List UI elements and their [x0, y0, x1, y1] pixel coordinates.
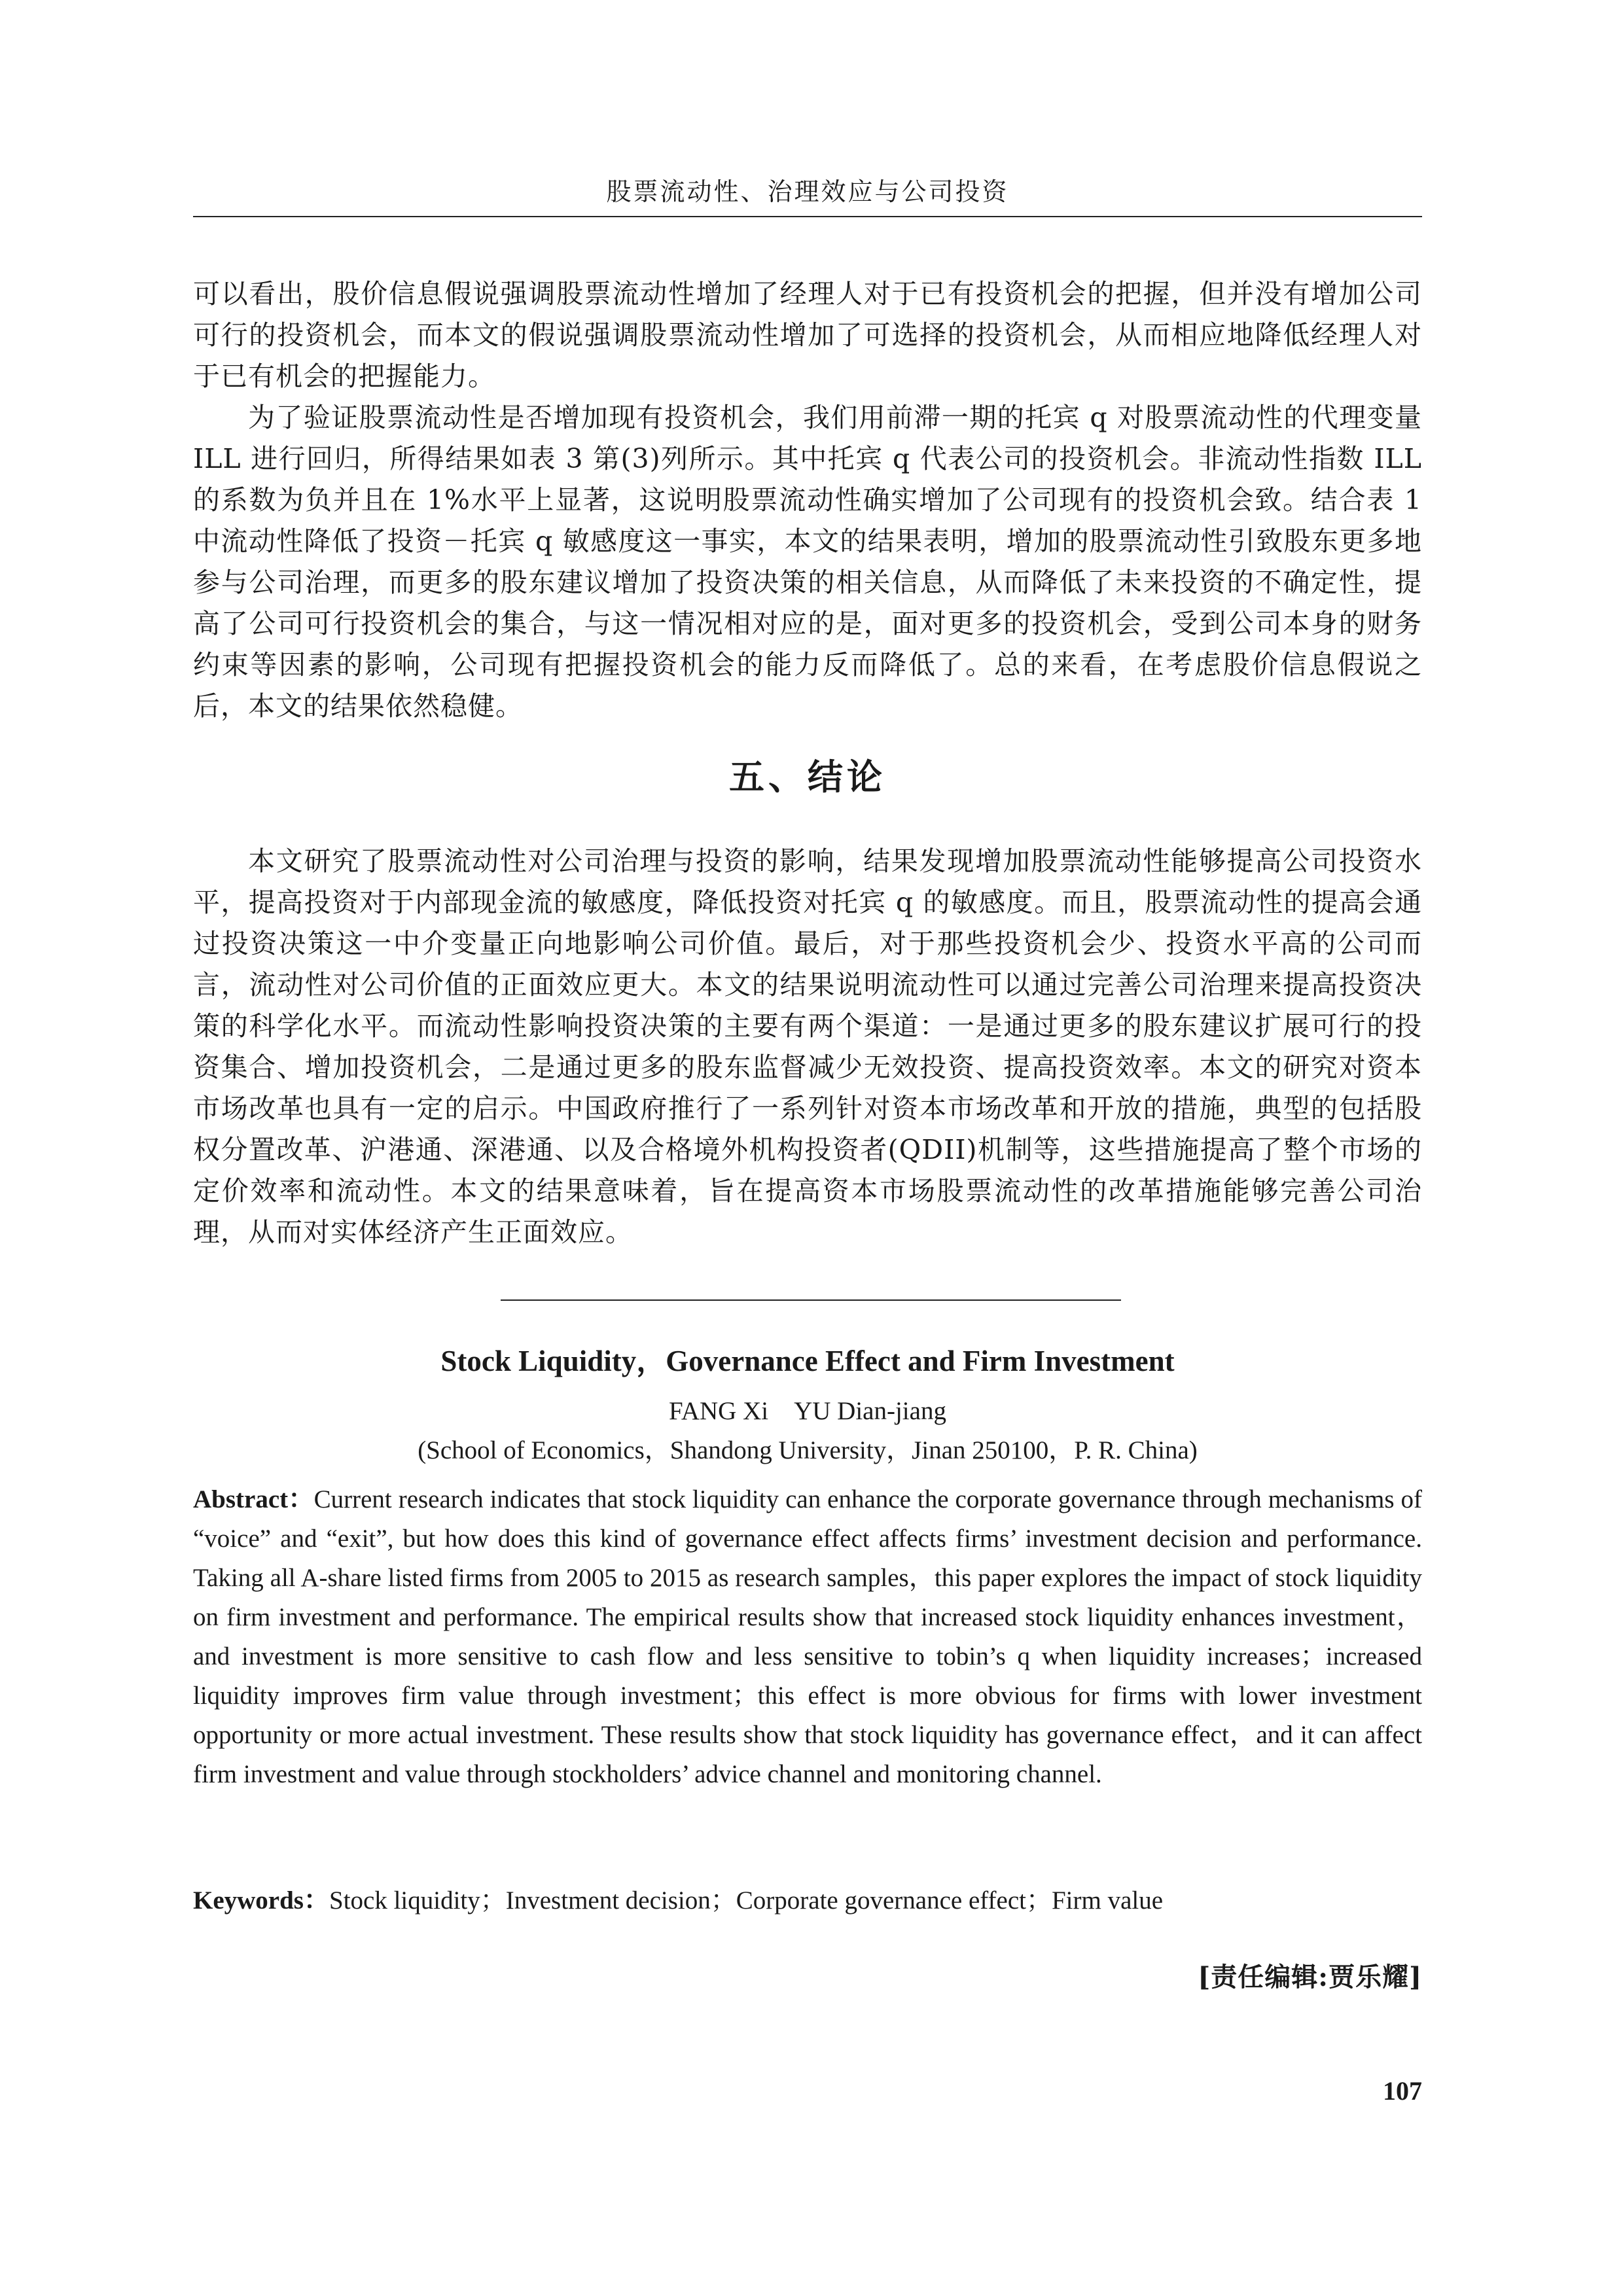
english-title: Stock Liquidity，Governance Effect and Firm Investment	[440, 1345, 1175, 1377]
page-number: 107	[1383, 2076, 1422, 2106]
english-keywords	[193, 1881, 1422, 1920]
running-head: 股票流动性、治理效应与公司投资	[606, 177, 1009, 206]
section-heading-conclusion: 五、结论	[729, 756, 886, 798]
english-authors: FANG Xi YU Dian-jiang	[669, 1397, 946, 1425]
conclusion-section	[193, 841, 1422, 1253]
keywords-label: Keywords：	[193, 1886, 329, 1915]
header-rule	[193, 216, 1422, 217]
body-paragraph: 为了验证股票流动性是否增加现有投资机会，我们用前滞一期的托宾 q 对股票流动性的代理变量 ILL 进行回归，所得结果如表 3 第(3)列所示。其中托宾 q 代表公司的投资机会。非流动性指数 ILL 的系数为负并且在 1%水平上显著，这说明股票流动性确实增加了公司现有的投资机会致。结合表 1 中流动性降低了投资－托宾 q 敏感度这一事实，本文的结果表明，增加的股票流动性引致股东更多地参与公司治理，而更多的股东建议增加了投资决策的相关信息，从而降低了未来投资的不确定性，提高了公司可行投资机会的集合，与这一情况相对应的是，面对更多的投资机会，受到公司本身的财务约束等因素的影响，公司现有把握投资机会的能力反而降低了。总的来看，在考虑股价信息假说之后，本文的结果依然稳健。	[193, 402, 1422, 722]
abstract-text: Current research indicates that stock liquidity can enhance the corporate governance through mechanisms of “voice” and “exit”, but how does this kind of governance effect affects firms’ investment decision and performance. Taking all A-share listed firms from 2005 to 2015 as research samples，this paper explores the impact of stock liquidity on firm investment and performance. The empirical results show that increased stock liquidity enhances investment，and investment is more sensitive to cash flow and less sensitive to tobin’s q when liquidity increases；increased liquidity improves firm value through investment；this effect is more obvious for firms with lower investment opportunity or more actual investment. These results show that stock liquidity has governance effect，and it can affect firm investment and value through stockholders’ advice channel and monitoring channel.	[193, 1485, 1422, 1788]
english-abstract	[193, 1480, 1422, 1794]
body-section-1	[193, 274, 1422, 727]
responsible-editor: [责任编辑:贾乐耀]	[1198, 1962, 1422, 1992]
body-paragraph: 可以看出，股价信息假说强调股票流动性增加了经理人对于已有投资机会的把握，但并没有增加公司可行的投资机会，而本文的假说强调股票流动性增加了可选择的投资机会，从而相应地降低经理人对于已有机会的把握能力。	[193, 278, 1422, 392]
english-abstract-divider	[501, 1299, 1121, 1301]
keywords-text: Stock liquidity；Investment decision；Corporate governance effect；Firm value	[329, 1886, 1164, 1915]
abstract-label: Abstract：	[193, 1485, 314, 1513]
english-affiliation: (School of Economics，Shandong University，Jinan 250100，P. R. China)	[418, 1436, 1198, 1464]
conclusion-paragraph: 本文研究了股票流动性对公司治理与投资的影响，结果发现增加股票流动性能够提高公司投资水平，提高投资对于内部现金流的敏感度，降低投资对托宾 q 的敏感度。而且，股票流动性的提高会通过投资决策这一中介变量正向地影响公司价值。最后，对于那些投资机会少、投资水平高的公司而言，流动性对公司价值的正面效应更大。本文的结果说明流动性可以通过完善公司治理来提高投资决策的科学化水平。而流动性影响投资决策的主要有两个渠道：一是通过更多的股东建议扩展可行的投资集合、增加投资机会，二是通过更多的股东监督减少无效投资、提高投资效率。本文的研究对资本市场改革也具有一定的启示。中国政府推行了一系列针对资本市场改革和开放的措施，典型的包括股权分置改革、沪港通、深港通、以及合格境外机构投资者(QDII)机制等，这些措施提高了整个市场的定价效率和流动性。本文的结果意味着，旨在提高资本市场股票流动性的改革措施能够完善公司治理，从而对实体经济产生正面效应。	[193, 845, 1422, 1248]
